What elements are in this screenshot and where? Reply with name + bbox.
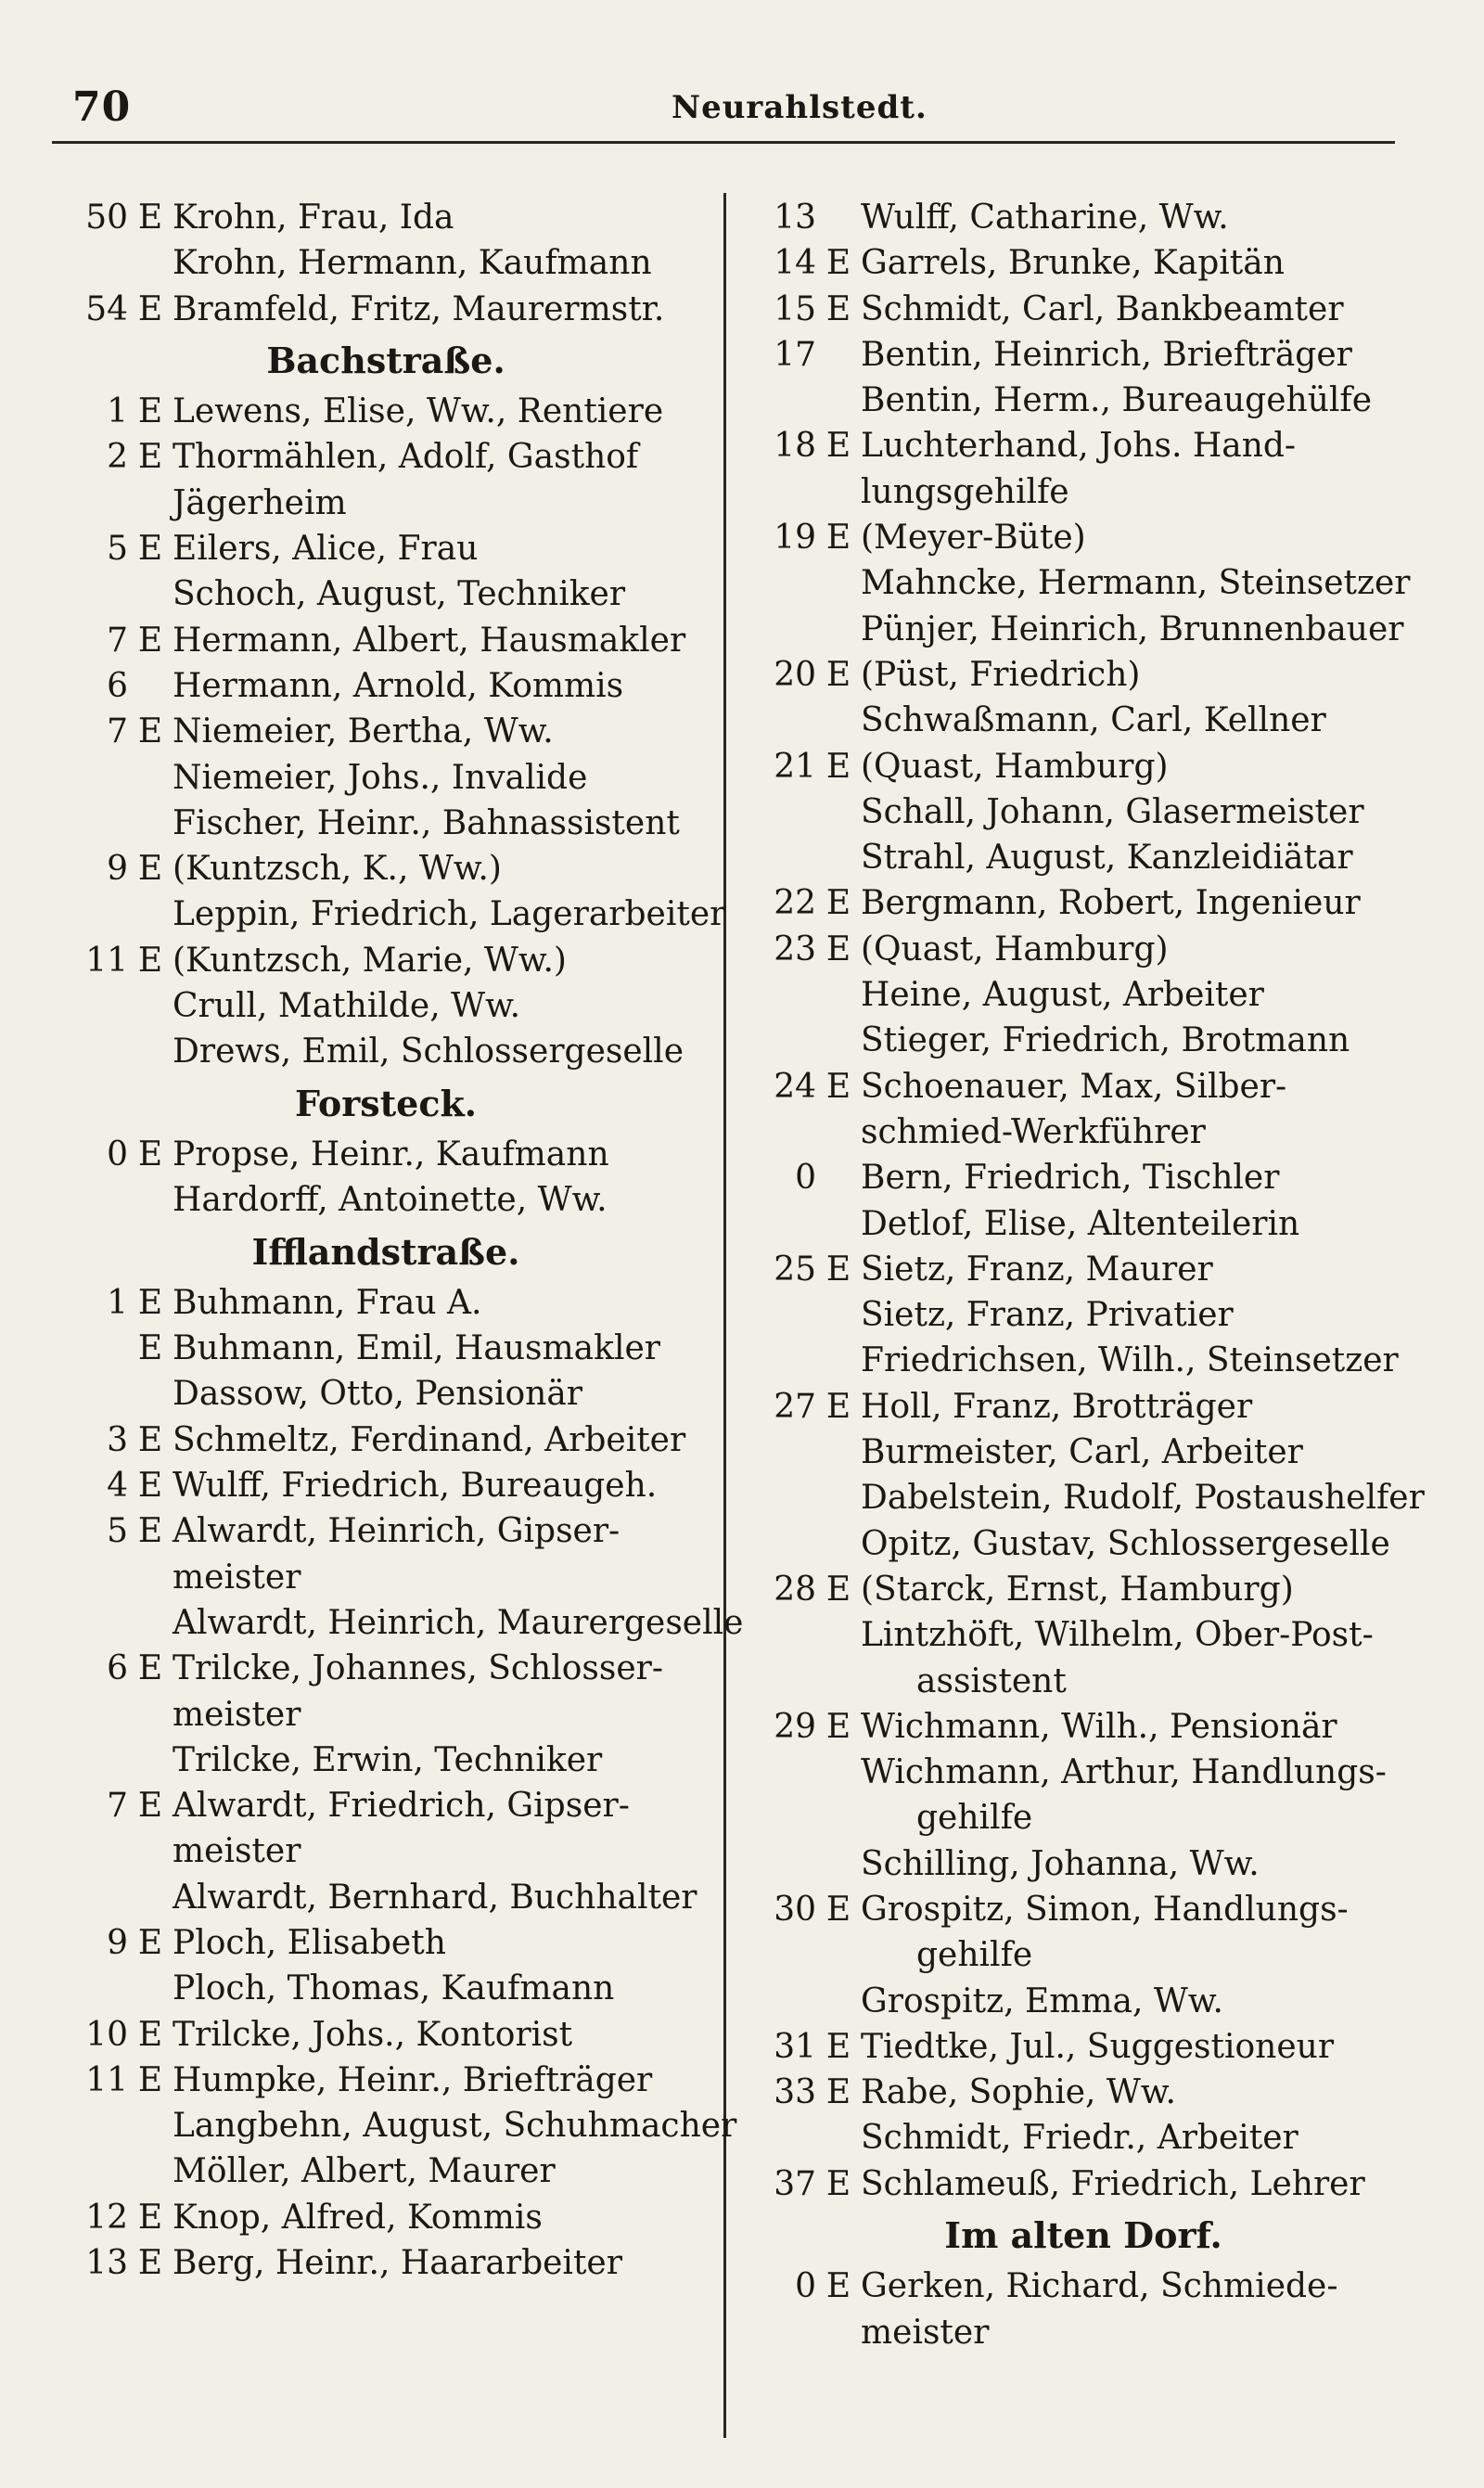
resident-name: Alwardt, Friedrich, Gipser- (173, 1787, 630, 1826)
owner-flag: E (137, 1283, 163, 1322)
resident-name: Knop, Alfred, Kommis (173, 2198, 543, 2237)
resident-name: gehilfe (916, 1799, 1033, 1838)
resident-entry (749, 698, 1417, 743)
resident-name: Bentin, Heinrich, Briefträger (861, 335, 1352, 374)
owner-flag: E (137, 1512, 163, 1551)
house-number: 31 (774, 2027, 816, 2066)
resident-entry (749, 1659, 1417, 1704)
house-number: 6 (107, 1649, 128, 1688)
resident-name: Ploch, Thomas, Kaufmann (173, 1969, 615, 2008)
resident-name: Wichmann, Wilh., Pensionär (861, 1707, 1337, 1746)
resident-entry (61, 2148, 710, 2194)
resident-name: Jägerheim (173, 483, 347, 522)
owner-flag: E (137, 2060, 163, 2099)
resident-name: (Kuntzsch, K., Ww.) (173, 850, 502, 889)
owner-flag: E (137, 1649, 163, 1688)
resident-entry (61, 1417, 710, 1463)
owner-flag: E (137, 1787, 163, 1826)
resident-entry (61, 1646, 710, 1691)
resident-entry (749, 1704, 1417, 1750)
resident-name: Trilcke, Johs., Kontorist (173, 2015, 573, 2054)
house-number: 9 (107, 850, 128, 889)
owner-flag: E (137, 1420, 163, 1459)
owner-flag: E (825, 1387, 851, 1426)
resident-entry (61, 2195, 710, 2240)
resident-name: Krohn, Hermann, Kaufmann (173, 244, 652, 283)
owner-flag: E (137, 2198, 163, 2237)
resident-name: Grospitz, Simon, Handlungs- (861, 1890, 1349, 1929)
resident-entry (61, 240, 710, 286)
resident-name: Heine, August, Arbeiter (861, 976, 1264, 1015)
resident-entry (61, 1828, 710, 1874)
resident-name: Berg, Heinr., Haararbeiter (173, 2244, 622, 2283)
resident-name: (Meyer-Büte) (861, 519, 1086, 558)
resident-entry (61, 801, 710, 846)
house-number: 29 (774, 1707, 816, 1746)
owner-flag: E (825, 1707, 851, 1746)
resident-entry (749, 1841, 1417, 1887)
street-heading: Ifflandstraße. (251, 1230, 520, 1273)
house-number: 13 (774, 199, 816, 237)
resident-entry (61, 1132, 710, 1177)
resident-name: (Starck, Ernst, Hamburg) (861, 1570, 1294, 1609)
house-number: 37 (774, 2164, 816, 2203)
resident-name: Leppin, Friedrich, Lagerarbeiter (173, 895, 726, 934)
resident-name: Grospitz, Emma, Ww. (861, 1981, 1223, 2020)
resident-entry (749, 1292, 1417, 1338)
resident-entry (61, 891, 726, 937)
owner-flag: E (825, 519, 851, 558)
owner-flag: E (137, 712, 163, 751)
resident-entry (749, 1795, 1417, 1840)
resident-entry (61, 1600, 744, 1646)
resident-entry (749, 287, 1417, 332)
resident-name: Alwardt, Heinrich, Maurergeselle (173, 1603, 744, 1642)
resident-name: Schmidt, Friedr., Arbeiter (861, 2119, 1298, 2158)
page-number: 70 (72, 83, 132, 131)
resident-name: Stieger, Friedrich, Brotmann (861, 1021, 1350, 1060)
owner-flag: E (825, 244, 851, 283)
resident-name: Pünjer, Heinrich, Brunnenbauer (861, 609, 1404, 648)
house-number: 0 (795, 1159, 816, 1198)
house-number: 5 (107, 530, 128, 569)
resident-entry (61, 1738, 710, 1783)
resident-name: (Quast, Hamburg) (861, 930, 1169, 968)
owner-flag: E (825, 2267, 851, 2306)
house-number: 0 (107, 1135, 128, 1173)
resident-name: Burmeister, Carl, Arbeiter (861, 1433, 1303, 1472)
house-number: 9 (107, 1923, 128, 1962)
owner-flag: E (137, 2015, 163, 2054)
resident-name: Tiedtke, Jul., Suggestioneur (861, 2027, 1335, 2066)
resident-entry (61, 1920, 710, 1966)
resident-name: Schoch, August, Techniker (173, 575, 626, 614)
resident-entry (61, 287, 710, 332)
resident-name: Buhmann, Emil, Hausmakler (173, 1329, 660, 1368)
resident-entry (61, 2058, 710, 2103)
resident-entry (61, 663, 710, 709)
owner-flag: E (137, 1923, 163, 1962)
resident-entry (749, 1109, 1417, 1155)
resident-name: Wulff, Catharine, Ww. (861, 199, 1229, 237)
resident-entry (749, 607, 1417, 652)
house-number: 6 (107, 666, 128, 705)
house-number: 11 (85, 941, 128, 980)
house-number: 4 (107, 1467, 128, 1506)
resident-name: Dabelstein, Rudolf, Postaushelfer (861, 1479, 1425, 1518)
owner-flag: E (825, 747, 851, 786)
house-number: 17 (774, 335, 816, 374)
resident-name: Opitz, Gustav, Schlossergeselle (861, 1524, 1390, 1563)
house-number: 10 (85, 2015, 128, 2054)
resident-name: Alwardt, Bernhard, Buchhalter (173, 1878, 697, 1917)
resident-entry (749, 423, 1417, 468)
resident-entry (749, 2024, 1417, 2070)
resident-name: Krohn, Frau, Ida (173, 199, 454, 237)
house-number: 2 (107, 438, 128, 477)
resident-entry (749, 2264, 1417, 2309)
resident-entry (61, 755, 710, 801)
owner-flag: E (825, 2027, 851, 2066)
resident-entry (749, 195, 1417, 240)
owner-flag: E (825, 1067, 851, 1106)
owner-flag: E (825, 930, 851, 968)
resident-name: Holl, Franz, Brotträger (861, 1387, 1253, 1426)
resident-name: Schoenauer, Max, Silber- (861, 1067, 1287, 1106)
resident-name: Detlof, Elise, Altenteilerin (861, 1204, 1300, 1243)
house-number: 20 (774, 655, 816, 694)
resident-entry (749, 560, 1417, 606)
resident-name: Bern, Friedrich, Tischler (861, 1159, 1280, 1198)
owner-flag: E (137, 199, 163, 237)
resident-entry (749, 1887, 1417, 1932)
resident-entry (749, 927, 1417, 972)
resident-name: Schall, Johann, Glasermeister (861, 792, 1364, 831)
page-header (52, 56, 1395, 144)
resident-name: Schilling, Johanna, Ww. (861, 1844, 1260, 1883)
house-number: 15 (774, 289, 816, 328)
house-number: 19 (774, 519, 816, 558)
resident-entry (61, 481, 710, 526)
resident-entry (749, 972, 1417, 1018)
resident-name: Bentin, Herm., Bureaugehülfe (861, 381, 1373, 420)
resident-entry (749, 2310, 1417, 2355)
resident-entry (749, 1155, 1417, 1200)
resident-name: Trilcke, Johannes, Schlosser- (173, 1649, 664, 1688)
resident-entry (61, 1692, 710, 1738)
house-number: 27 (774, 1387, 816, 1426)
resident-entry (749, 2161, 1417, 2207)
resident-name: (Quast, Hamburg) (861, 747, 1169, 786)
resident-name: Niemeier, Johs., Invalide (173, 758, 588, 797)
column-divider (723, 193, 726, 2438)
resident-name: Eilers, Alice, Frau (173, 530, 479, 569)
owner-flag: E (137, 1135, 163, 1173)
street-heading: Bachstraße. (266, 339, 505, 381)
resident-entry (61, 938, 710, 983)
resident-entry (61, 983, 710, 1029)
house-number: 24 (774, 1067, 816, 1106)
resident-entry (61, 1783, 710, 1828)
right-column (749, 195, 1425, 2355)
resident-entry (749, 1247, 1417, 1292)
resident-entry (61, 846, 710, 891)
resident-name: Mahncke, Hermann, Steinsetzer (861, 564, 1411, 603)
resident-entry (61, 571, 710, 617)
resident-entry (61, 2103, 737, 2148)
street-heading: Forsteck. (294, 1082, 478, 1124)
resident-name: meister (173, 1832, 301, 1871)
house-number: 21 (774, 747, 816, 786)
resident-entry (749, 1384, 1417, 1430)
house-number: 7 (107, 712, 128, 751)
resident-entry (749, 789, 1417, 835)
resident-name: Sietz, Franz, Maurer (861, 1250, 1213, 1289)
resident-entry (749, 1430, 1417, 1475)
house-number: 50 (85, 199, 128, 237)
resident-entry (61, 709, 710, 754)
resident-name: Sietz, Franz, Privatier (861, 1296, 1234, 1335)
resident-name: meister (173, 1695, 301, 1734)
house-number: 3 (107, 1420, 128, 1459)
house-number: 30 (774, 1890, 816, 1929)
resident-name: Dassow, Otto, Pensionär (173, 1375, 583, 1414)
resident-name: Drews, Emil, Schlossergeselle (173, 1032, 684, 1071)
owner-flag: E (825, 2073, 851, 2112)
resident-name: assistent (916, 1661, 1067, 1700)
resident-entry (749, 2115, 1417, 2161)
resident-entry (749, 515, 1417, 560)
resident-entry (749, 1979, 1417, 2024)
resident-name: Möller, Albert, Maurer (173, 2152, 556, 2191)
resident-name: Buhmann, Frau A. (173, 1283, 482, 1322)
house-number: 1 (107, 1283, 128, 1322)
resident-entry (61, 1371, 710, 1417)
house-number: 18 (774, 427, 816, 466)
owner-flag: E (825, 1570, 851, 1609)
house-number: 7 (107, 621, 128, 660)
resident-name: Strahl, August, Kanzleidiätar (861, 839, 1353, 878)
resident-entry (749, 240, 1417, 286)
house-number: 28 (774, 1570, 816, 1609)
resident-entry (749, 744, 1417, 789)
owner-flag: E (825, 289, 851, 328)
resident-entry (749, 835, 1417, 880)
resident-entry (749, 469, 1417, 515)
resident-entry (749, 2070, 1417, 2115)
owner-flag: E (825, 1250, 851, 1289)
resident-name: Humpke, Heinr., Briefträger (173, 2060, 653, 2099)
resident-name: (Püst, Friedrich) (861, 655, 1141, 694)
resident-entry (61, 2012, 710, 2058)
resident-name: Ploch, Elisabeth (173, 1923, 446, 1962)
resident-name: Bramfeld, Fritz, Maurermstr. (173, 289, 665, 328)
resident-name: Niemeier, Bertha, Ww. (173, 712, 554, 751)
owner-flag: E (137, 289, 163, 328)
resident-entry (61, 434, 710, 480)
resident-entry (749, 332, 1417, 378)
resident-entry (749, 1064, 1417, 1109)
resident-name: Rabe, Sophie, Ww. (861, 2073, 1176, 2112)
resident-name: (Kuntzsch, Marie, Ww.) (173, 941, 567, 980)
owner-flag: E (137, 1467, 163, 1506)
resident-name: Hermann, Albert, Hausmakler (173, 621, 686, 660)
house-number: 54 (85, 289, 128, 328)
running-head: Neurahlstedt. (672, 89, 928, 126)
owner-flag: E (137, 392, 163, 431)
resident-name: Thormählen, Adolf, Gasthof (173, 438, 639, 477)
resident-name: Crull, Mathilde, Ww. (173, 987, 521, 1026)
house-number: 12 (85, 2198, 128, 2237)
owner-flag: E (825, 2164, 851, 2203)
resident-entry (61, 389, 710, 434)
resident-entry (61, 1966, 710, 2011)
resident-entry (61, 1555, 710, 1600)
owner-flag: E (137, 1329, 163, 1368)
owner-flag: E (825, 655, 851, 694)
house-number: 23 (774, 930, 816, 968)
house-number: 25 (774, 1250, 816, 1289)
owner-flag: E (137, 941, 163, 980)
resident-name: Lintzhöft, Wilhelm, Ober-Post- (861, 1616, 1374, 1655)
resident-name: Garrels, Brunke, Kapitän (861, 244, 1285, 283)
resident-entry (749, 1612, 1417, 1658)
resident-entry (749, 1521, 1417, 1567)
resident-entry (61, 195, 710, 240)
house-number: 7 (107, 1787, 128, 1826)
resident-name: Hermann, Arnold, Kommis (173, 666, 624, 705)
owner-flag: E (825, 1890, 851, 1929)
owner-flag: E (137, 438, 163, 477)
resident-name: Wichmann, Arthur, Handlungs- (861, 1753, 1387, 1792)
resident-entry (749, 1338, 1417, 1383)
resident-entry (61, 526, 710, 571)
resident-name: Schmeltz, Ferdinand, Arbeiter (173, 1420, 686, 1459)
house-number: 13 (85, 2244, 128, 2283)
resident-name: Fischer, Heinr., Bahnassistent (173, 803, 680, 842)
resident-name: Lewens, Elise, Ww., Rentiere (173, 392, 664, 431)
resident-name: Schmidt, Carl, Bankbeamter (861, 289, 1344, 328)
owner-flag: E (825, 427, 851, 466)
resident-name: Alwardt, Heinrich, Gipser- (173, 1512, 620, 1551)
resident-entry (749, 1750, 1417, 1795)
resident-name: meister (173, 1558, 301, 1597)
resident-entry (749, 1475, 1425, 1520)
resident-name: Gerken, Richard, Schmiede- (861, 2267, 1338, 2306)
resident-entry (61, 1508, 710, 1554)
owner-flag: E (137, 621, 163, 660)
resident-name: Schlameuß, Friedrich, Lehrer (861, 2164, 1365, 2203)
house-number: 33 (774, 2073, 816, 2112)
house-number: 22 (774, 884, 816, 923)
resident-entry (749, 880, 1417, 926)
street-heading: Im alten Dorf. (944, 2214, 1222, 2257)
resident-entry (61, 1875, 710, 1920)
resident-name: schmied-Werkführer (861, 1112, 1206, 1151)
house-number: 1 (107, 392, 128, 431)
owner-flag: E (825, 884, 851, 923)
resident-entry (61, 1177, 710, 1223)
resident-name: Trilcke, Erwin, Techniker (173, 1740, 603, 1779)
resident-name: Hardorff, Antoinette, Ww. (173, 1181, 608, 1220)
house-number: 0 (795, 2267, 816, 2306)
house-number: 5 (107, 1512, 128, 1551)
resident-entry (61, 1326, 710, 1371)
resident-name: Bergmann, Robert, Ingenieur (861, 884, 1361, 923)
house-number: 14 (774, 244, 816, 283)
resident-entry (61, 618, 710, 663)
resident-entry (749, 652, 1417, 698)
resident-entry (749, 1932, 1417, 1978)
resident-entry (61, 1280, 710, 1326)
resident-name: Luchterhand, Johs. Hand- (861, 427, 1297, 466)
resident-entry (749, 1018, 1417, 1063)
resident-name: Propse, Heinr., Kaufmann (173, 1135, 609, 1173)
owner-flag: E (137, 2244, 163, 2283)
resident-entry (61, 1029, 710, 1074)
house-number: 11 (85, 2060, 128, 2099)
resident-name: gehilfe (916, 1936, 1033, 1975)
resident-name: lungsgehilfe (861, 472, 1069, 511)
resident-name: Schwaßmann, Carl, Kellner (861, 701, 1326, 740)
resident-entry (61, 2240, 710, 2286)
owner-flag: E (137, 530, 163, 569)
resident-entry (749, 1567, 1417, 1612)
left-column (61, 195, 744, 2286)
owner-flag: E (137, 850, 163, 889)
resident-entry (61, 1463, 710, 1508)
resident-entry (749, 378, 1417, 423)
resident-name: Friedrichsen, Wilh., Steinsetzer (861, 1341, 1399, 1380)
resident-name: Wulff, Friedrich, Bureaugeh. (173, 1467, 658, 1506)
resident-entry (749, 1201, 1417, 1247)
resident-name: meister (861, 2313, 990, 2352)
resident-name: Langbehn, August, Schuhmacher (173, 2107, 737, 2146)
